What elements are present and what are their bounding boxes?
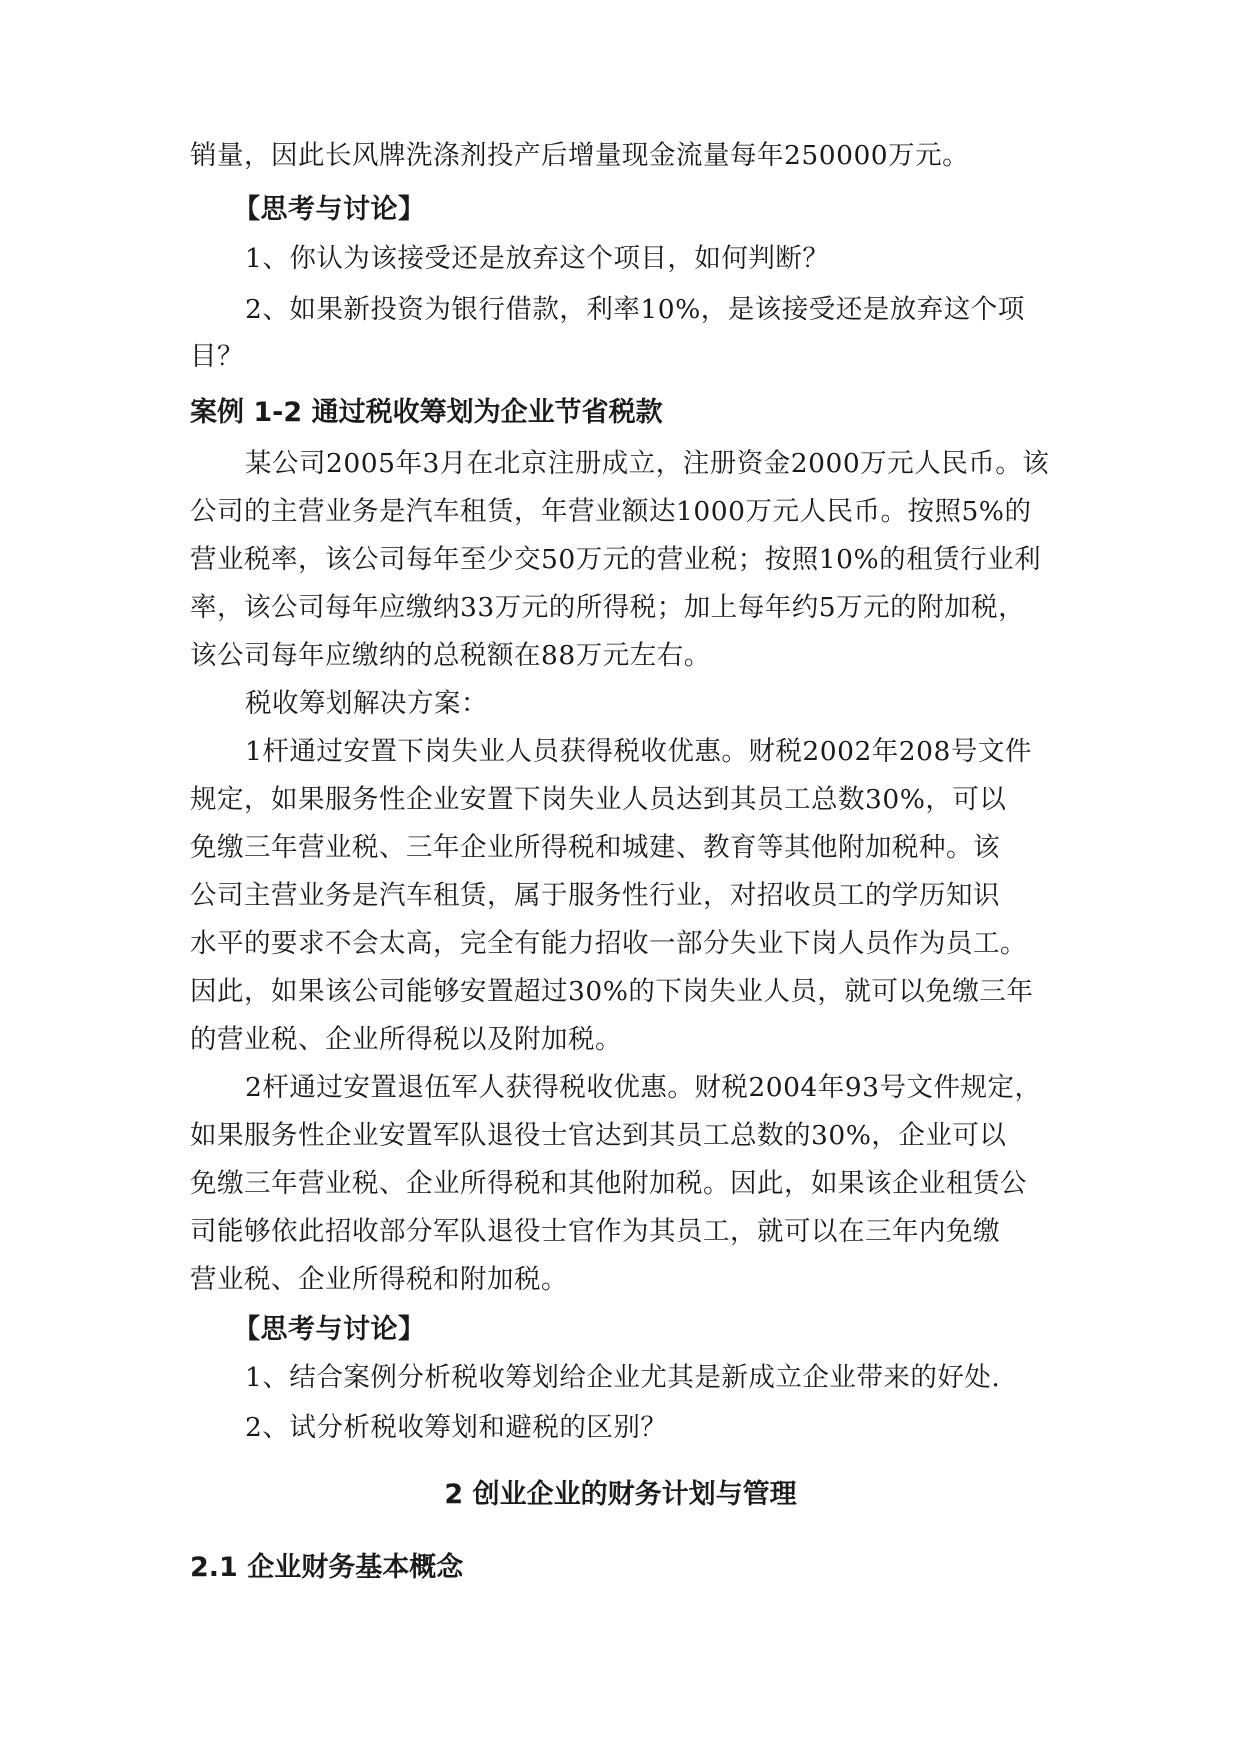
solution-2-line: 免缴三年营业税、企业所得税和其他附加税。因此，如果该企业租赁公 (190, 1168, 1027, 1199)
section-title: 2 创业企业的财务计划与管理 (444, 1479, 797, 1510)
subsection-title: 2.1 企业财务基本概念 (190, 1552, 464, 1583)
solution-1-line: 免缴三年营业税、三年企业所得税和城建、教育等其他附加税种。该 (190, 832, 1000, 863)
case-paragraph-line: 该公司每年应缴纳的总税额在88万元左右。 (190, 640, 711, 671)
solution-2-line: 2杆通过安置退伍军人获得税收优惠。财税2004年93号文件规定， (245, 1072, 1042, 1103)
solution-1-line: 规定，如果服务性企业安置下岗失业人员达到其员工总数30%，可以 (190, 784, 1007, 815)
solution-1-line: 1杆通过安置下岗失业人员获得税收优惠。财税2002年208号文件 (245, 736, 1032, 767)
discussion-question-2: 2、试分析税收筹划和避税的区别？ (245, 1412, 668, 1443)
intro-line: 销量，因此长风牌洗涤剂投产后增量现金流量每年250000万元。 (190, 140, 970, 171)
case-paragraph-line: 公司的主营业务是汽车租赁，年营业额达1000万元人民币。按照5%的 (190, 496, 1032, 527)
case-paragraph-line: 某公司2005年3月在北京注册成立，注册资金2000万元人民币。该 (245, 448, 1050, 479)
case-title: 案例 1-2 通过税收筹划为企业节省税款 (190, 397, 663, 428)
discussion-title: 【思考与讨论】 (233, 1314, 426, 1345)
solution-1-line: 的营业税、企业所得税以及附加税。 (190, 1024, 622, 1055)
solution-2-line: 营业税、企业所得税和附加税。 (190, 1264, 568, 1295)
case-paragraph-line: 率，该公司每年应缴纳33万元的所得税；加上每年约5万元的附加税， (190, 592, 1026, 623)
case-paragraph-line: 营业税率，该公司每年至少交50万元的营业税；按照10%的租赁行业利 (190, 544, 1042, 575)
solution-1-line: 因此，如果该公司能够安置超过30%的下岗失业人员，就可以免缴三年 (190, 976, 1034, 1007)
discussion-question-2: 2、如果新投资为银行借款，利率10%，是该接受还是放弃这个项 (245, 294, 1025, 325)
discussion-question-2-cont: 目？ (190, 341, 244, 372)
solution-1-line: 公司主营业务是汽车租赁，属于服务性行业，对招收员工的学历知识 (190, 880, 1000, 911)
discussion-title: 【思考与讨论】 (233, 194, 426, 225)
solution-label: 税收筹划解决方案： (245, 688, 488, 719)
solution-2-line: 如果服务性企业安置军队退役士官达到其员工总数的30%，企业可以 (190, 1120, 1007, 1151)
discussion-question-1: 1、你认为该接受还是放弃这个项目，如何判断？ (245, 243, 830, 274)
solution-2-line: 司能够依此招收部分军队退役士官作为其员工，就可以在三年内免缴 (190, 1216, 1000, 1247)
discussion-question-1: 1、结合案例分析税收筹划给企业尤其是新成立企业带来的好处. (245, 1362, 1001, 1393)
solution-1-line: 水平的要求不会太高，完全有能力招收一部分失业下岗人员作为员工。 (190, 928, 1027, 959)
